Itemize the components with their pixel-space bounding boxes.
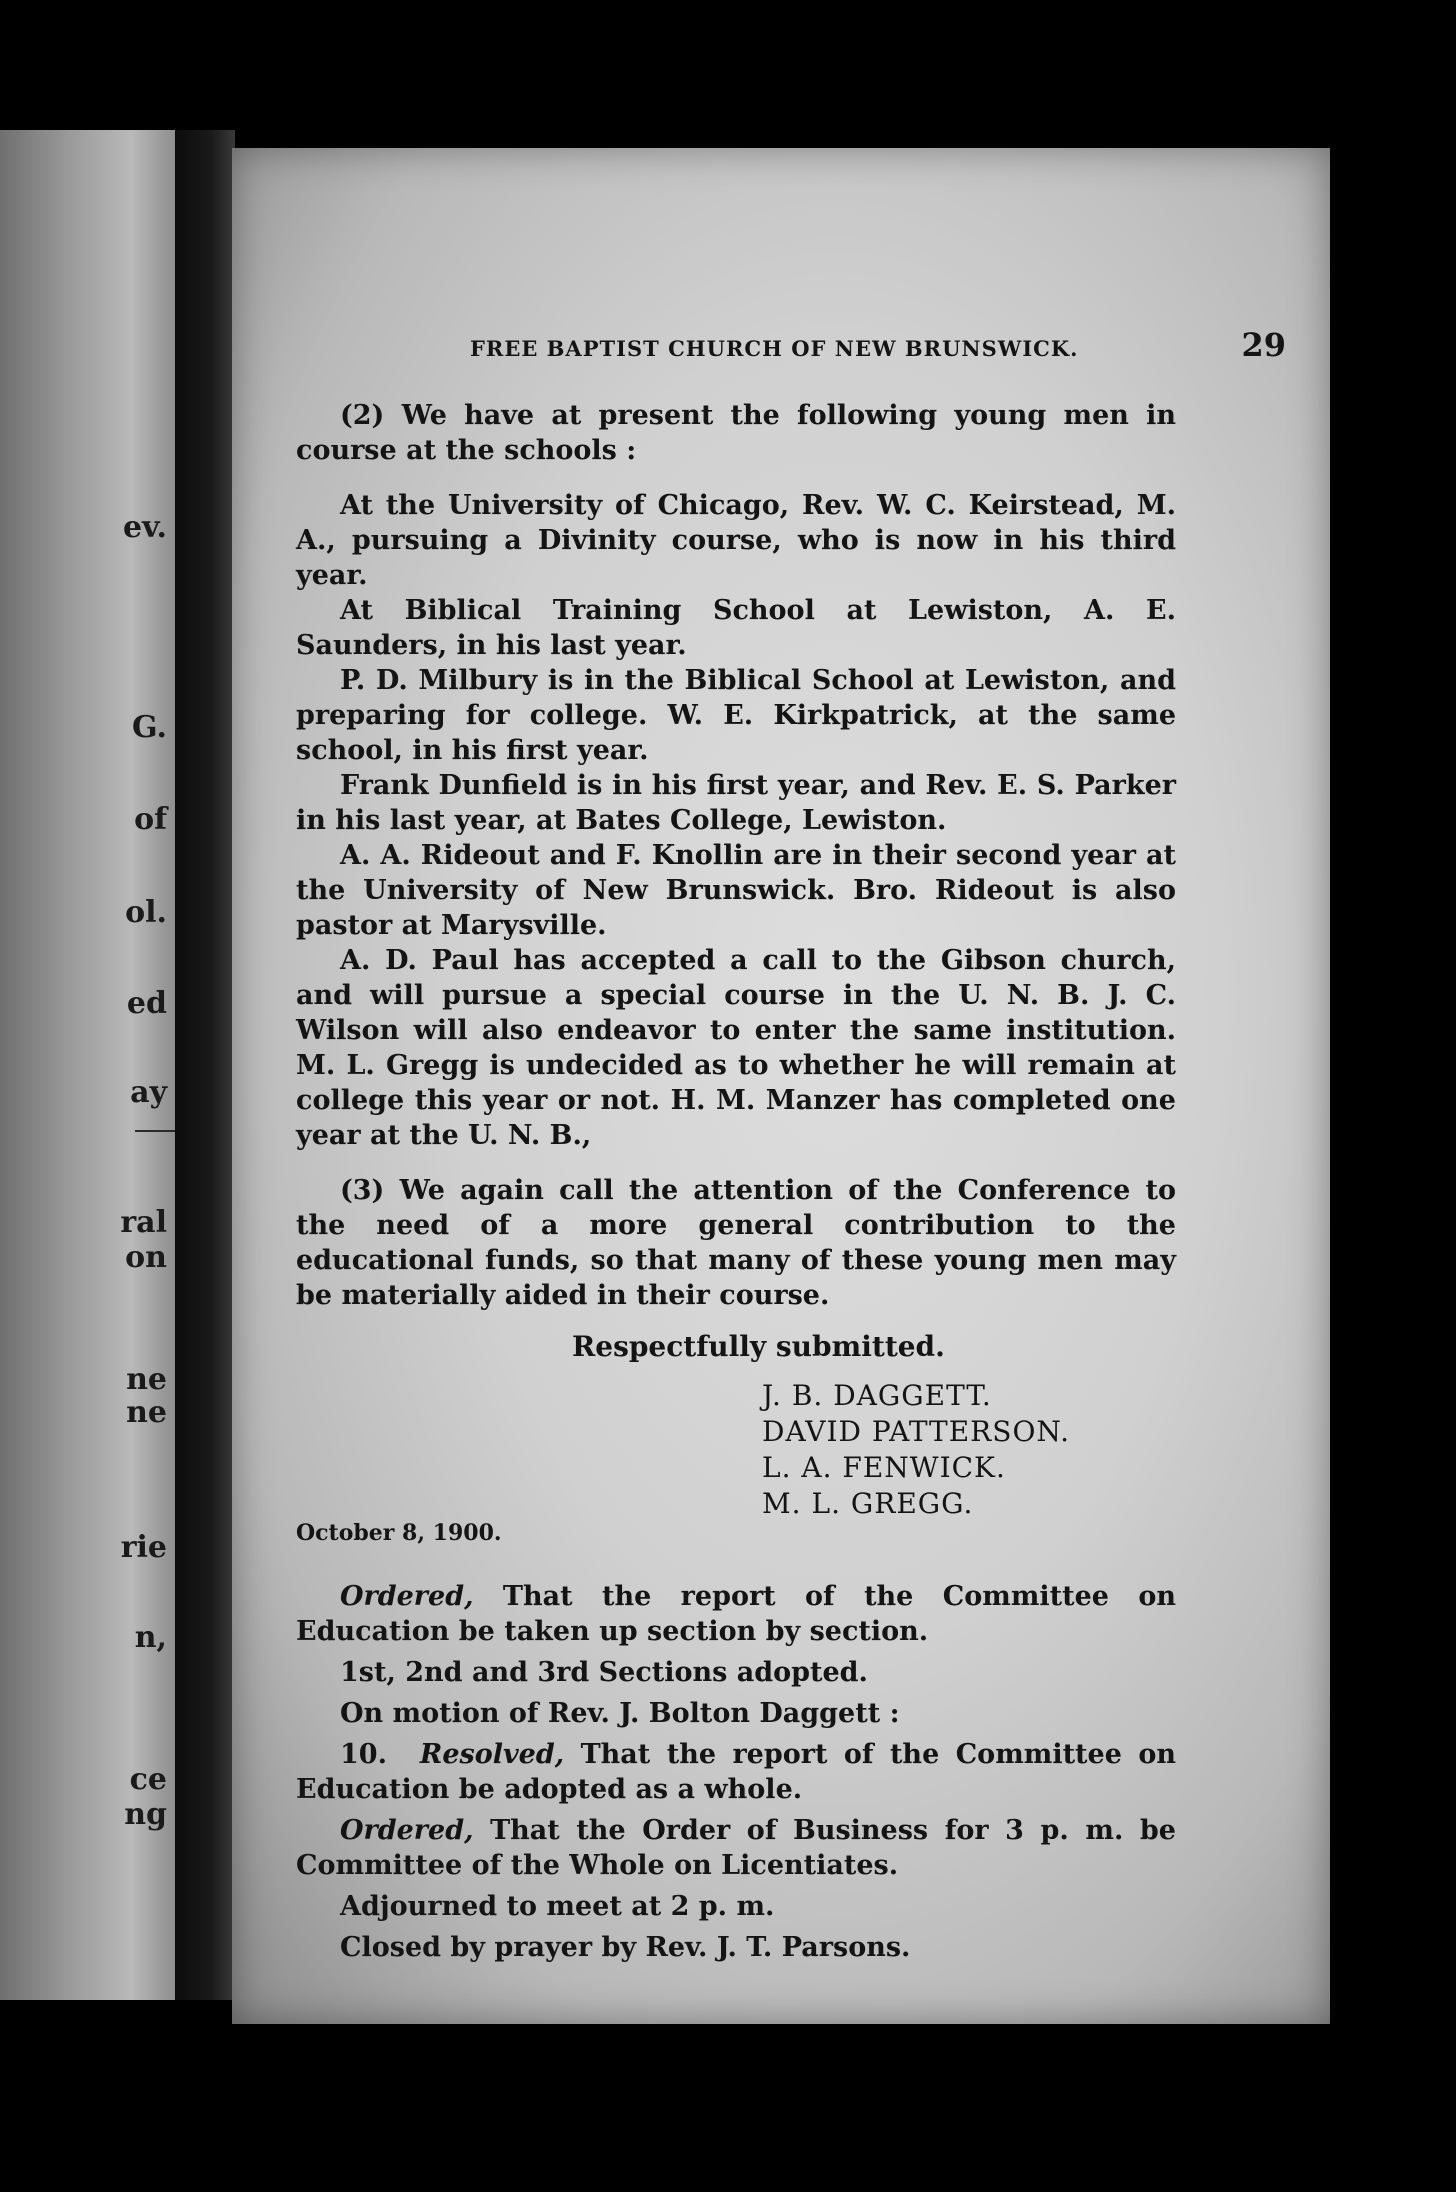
book-gutter xyxy=(175,130,235,2000)
book-page xyxy=(232,148,1330,2024)
left-fragment: n, xyxy=(134,1620,167,1655)
closing-line: Respectfully submitted. xyxy=(572,1330,945,1363)
left-fragment: ne xyxy=(126,1395,167,1430)
minute-entry xyxy=(296,1579,1176,1649)
paragraph: A. D. Paul has accepted a call to the Gibson church, and will pursue a special course in the U. N. B. J. C. Wilson will also endeavor to enter the same institution. M. L. Gregg is undecided as to whether he will remain at college this year or not. H. M. Manzer has completed one year at the U. N. B., xyxy=(296,945,1176,1151)
paragraph: At Biblical Training School at Lewiston, A. E. Saunders, in his last year. xyxy=(296,595,1176,661)
minute-entry xyxy=(296,1813,1176,1883)
running-head xyxy=(438,326,1298,364)
left-fragment: G. xyxy=(132,710,167,745)
left-fragment: ol. xyxy=(125,895,167,930)
signer-name: M. L. GREGG. xyxy=(762,1487,974,1520)
paragraph: At the University of Chicago, Rev. W. C. Keirstead, M. A., pursuing a Divinity course, who is now in his third year. xyxy=(296,490,1176,591)
minute-lead: Ordered, xyxy=(340,1581,474,1612)
running-head-title: FREE BAPTIST CHURCH OF NEW BRUNSWICK. xyxy=(470,336,1079,361)
left-fragment: ev. xyxy=(123,510,167,545)
page-content xyxy=(296,398,1176,1965)
signature-block xyxy=(296,1378,1176,1522)
minute-lead: Resolved, xyxy=(419,1739,565,1770)
left-fragment: on xyxy=(125,1240,167,1275)
paragraph: (3) We again call the attention of the Conference to the need of a more general contribution to the educational funds, so that many of these young men may be materially aided in their course. xyxy=(296,1175,1176,1311)
minute-entry: 1st, 2nd and 3rd Sections adopted. xyxy=(340,1657,868,1688)
left-fragment: ay xyxy=(130,1075,167,1110)
minute-entry: Closed by prayer by Rev. J. T. Parsons. xyxy=(340,1932,911,1963)
minute-text: That the report of the Committee on Education be taken up section by section. xyxy=(296,1581,1176,1647)
paragraph: P. D. Milbury is in the Biblical School at Lewiston, and preparing for college. W. E. Kirkpatrick, at the same school, in his first year. xyxy=(296,665,1176,766)
left-fragment: ng xyxy=(124,1797,167,1832)
previous-page-edge xyxy=(0,130,175,2000)
left-fragment: ne xyxy=(126,1362,167,1397)
minute-text: That the Order of Business for 3 p. m. be Committee of the Whole on Licentiates. xyxy=(296,1815,1176,1881)
left-fragment: ed xyxy=(126,986,167,1021)
paragraph: A. A. Rideout and F. Knollin are in their second year at the University of New Brunswick. Bro. Rideout is also pastor at Marysville. xyxy=(296,840,1176,941)
signer-name: L. A. FENWICK. xyxy=(762,1451,1006,1484)
minute-entry: On motion of Rev. J. Bolton Daggett : xyxy=(340,1698,900,1729)
minute-entry xyxy=(296,1737,1176,1807)
paragraph: Frank Dunfield is in his first year, and Rev. E. S. Parker in his last year, at Bates College, Lewiston. xyxy=(296,770,1176,836)
left-fragment: rie xyxy=(120,1530,167,1565)
signer-name: J. B. DAGGETT. xyxy=(762,1379,992,1412)
minute-lead: Ordered, xyxy=(340,1815,474,1846)
signer-name: DAVID PATTERSON. xyxy=(762,1415,1071,1448)
left-fragment: ral xyxy=(120,1205,167,1240)
minute-text: That the report of the Committee on Education be adopted as a whole. xyxy=(296,1739,1176,1805)
left-fragment: of xyxy=(134,802,167,837)
report-date: October 8, 1900. xyxy=(296,1520,502,1546)
left-fragment: ce xyxy=(129,1762,167,1797)
minutes xyxy=(296,1579,1176,1965)
left-rule xyxy=(135,1130,175,1132)
minute-number: 10. xyxy=(340,1739,387,1770)
paragraph: (2) We have at present the following young men in course at the schools : xyxy=(296,400,1176,466)
page-number: 29 xyxy=(1241,326,1286,364)
minute-entry: Adjourned to meet at 2 p. m. xyxy=(340,1891,775,1922)
